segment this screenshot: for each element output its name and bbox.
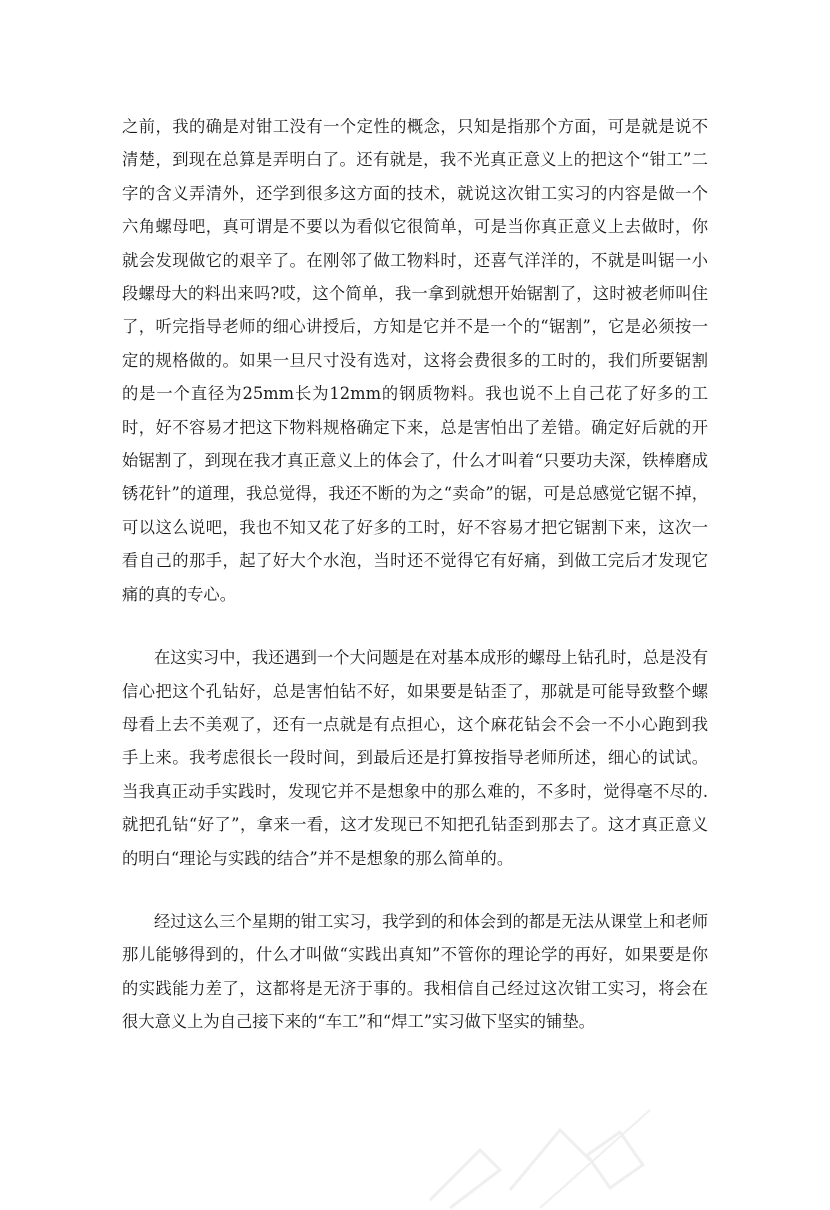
watermark-icon [390, 1090, 690, 1210]
paragraph-3: 经过这么三个星期的钳工实习，我学到的和体会到的都是无法从课堂上和老师那儿能够得到的，什么才叫做“实践出真知”不管你的理论学的再好，如果要是你的实践能力差了，这都将是无济于事的。我相信自己经过这次钳工实习，将会在很大意义上为自己接下来的“车工”和“焊工”实习做下坚实的铺垫。 [122, 911, 708, 1032]
document-body [122, 110, 708, 1039]
paragraph-2: 在这实习中，我还遇到一个大问题是在对基本成形的螺母上钻孔时，总是没有信心把这个孔钻好，总是害怕钻不好，如果要是钻歪了，那就是可能导致整个螺母看上去不美观了，还有一点就是有点担心，这个麻花钻会不会一不小心跑到我手上来。我考虑很长一段时间，到最后还是打算按指导老师所述，细心的试试。当我真正动手实践时，发现它并不是想象中的那么难的，不多时，觉得毫不尽的.就把孔钻“好了”，拿来一看，这才发现已不知把孔钻歪到那去了。这才真正意义的明白“理论与实践的结合”并不是想象的那么简单的。 [122, 648, 708, 868]
paragraph-1: 之前，我的确是对钳工没有一个定性的概念，只知是指那个方面，可是就是说不清楚，到现在总算是弄明白了。还有就是，我不光真正意义上的把这个“钳工”二字的含义弄清外，还学到很多这方面的技术，就说这次钳工实习的内容是做一个六角螺母吧，真可谓是不要以为看似它很简单，可是当你真正意义上去做时，你就会发现做它的艰辛了。在刚邻了做工物料时，还喜气洋洋的，不就是叫锯一小段螺母大的料出来吗?哎，这个简单，我一拿到就想开始锯割了，这时被老师叫住了，听完指导老师的细心讲授后，方知是它并不是一个的“锯割”，它是必须按一定的规格做的。如果一旦尺寸没有选对，这将会费很多的工时的，我们所要锯割的是一个直径为25mm长为12mm的钢质物料。我也说不上自己花了好多的工时，好不容易才把这下物料规格确定下来，总是害怕出了差错。确定好后就的开始锯割了，到现在我才真正意义上的体会了，什么才叫着“只要功夫深，铁棒磨成锈花针”的道理，我总觉得，我还不断的为之“卖命”的锯，可是总感觉它锯不掉，可以这么说吧，我也不知又花了好多的工时，好不容易才把它锯割下来，这次一看自己的那手，起了好大个水泡，当时还不觉得它有好痛，到做工完后才发现它痛的真的专心。 [122, 117, 708, 604]
